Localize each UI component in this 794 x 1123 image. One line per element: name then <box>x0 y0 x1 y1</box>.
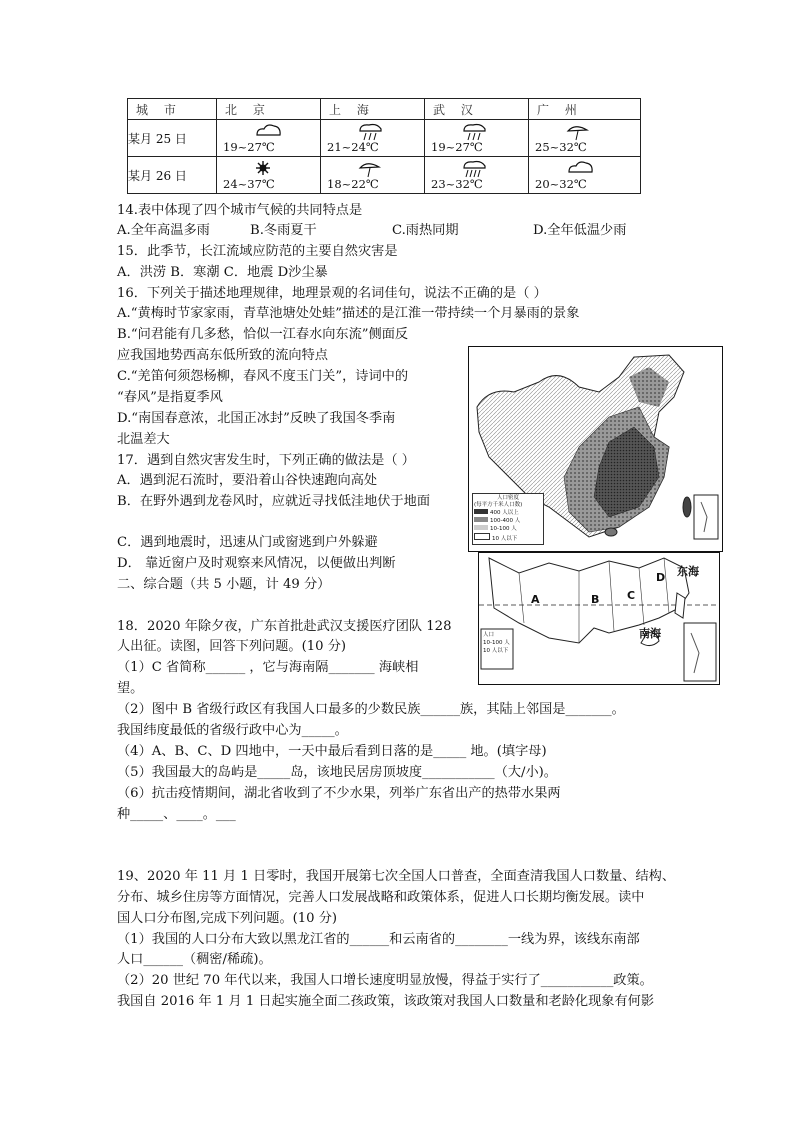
weather-cell <box>425 120 529 157</box>
weather-cell <box>529 120 641 157</box>
q16-option-d-cont: 北温差大 <box>117 432 170 447</box>
legend-item: 10-100 人 <box>474 525 542 533</box>
temperature-range: 21~24℃ <box>327 140 379 154</box>
temperature-range: 23~32℃ <box>431 177 483 191</box>
table-header-cell: 广 州 <box>529 99 641 120</box>
q18-part1-cont: 望。 <box>117 681 144 696</box>
q15-stem: 15．此季节，长江流域应防范的主要自然灾害是 <box>117 244 398 259</box>
q18-part2: （2）图中 B 省级行政区有我国人口最多的少数民族______族，其陆上邻国是_______。 <box>117 702 625 717</box>
q17-option-b: B．在野外遇到龙卷风时，应就近寻找低洼地伏于地面 <box>117 494 431 509</box>
q15-options: A．洪涝 B．寒潮 C．地震 D沙尘暴 <box>117 265 328 280</box>
q16-option-a: A.“黄梅时节家家雨，青草池塘处处蛙”描述的是江淮一带持续一个月暴雨的景象 <box>117 306 580 321</box>
q18-part3: 我国纬度最低的省级行政中心为_____。 <box>117 723 348 738</box>
legend-title: 人口密度 <box>496 495 519 501</box>
temperature-range: 24~37℃ <box>223 177 275 191</box>
region-label-b: B <box>591 593 600 606</box>
cloudy-icon <box>253 122 283 138</box>
weather-cell <box>529 157 641 194</box>
legend-item: 10-100 人 <box>483 640 510 646</box>
legend-item: 10 人以下 <box>474 533 542 543</box>
temperature-range: 18~22℃ <box>327 177 379 191</box>
q16-option-b: B.“问君能有几多愁，恰似一江春水向东流”侧面反 <box>117 327 409 342</box>
weather-cell <box>321 120 425 157</box>
region-label-a: A <box>531 593 540 606</box>
q14-option-c: C.雨热同期 <box>392 223 459 238</box>
q16-stem: 16．下列关于描述地理规律，地理景观的名词佳句，说法不正确的是（ ） <box>117 286 547 301</box>
q14-option-d: D.全年低温少雨 <box>533 223 627 238</box>
weather-cell <box>217 157 321 194</box>
map2-legend <box>483 631 510 655</box>
row-label: 某月 26 日 <box>128 157 217 194</box>
sea-label-south: 南海 <box>639 627 661 640</box>
q17-stem: 17．遇到自然灾害发生时，下列正确的做法是（ ） <box>117 453 415 468</box>
cloudy-icon <box>565 159 595 175</box>
q17-option-d: D． 靠近窗户及时观察来风情况，以便做出判断 <box>117 556 396 571</box>
q18-part6: （6）抗击疫情期间，湖北省收到了不少水果，列举广东省出产的热带水果两 <box>117 786 561 801</box>
q18-part6-cont: 种_____、____。___ <box>117 807 236 822</box>
table-header-cell: 北 京 <box>217 99 321 120</box>
q19-stem-1: 19、2020 年 11 月 1 日零时，我国开展第七次全国人口普查，全面查清我国人口数量、结构、 <box>117 869 676 884</box>
legend-item: 10 人以下 <box>483 648 509 654</box>
weather-cell <box>217 120 321 157</box>
q14-option-b: B.冬雨夏干 <box>250 223 317 238</box>
table-header-cell: 上 海 <box>321 99 425 120</box>
temperature-range: 25~32℃ <box>535 140 587 154</box>
temperature-range: 20~32℃ <box>535 177 587 191</box>
q17-option-c: C．遇到地震时，迅速从门或窗逃到户外躲避 <box>117 535 378 550</box>
temperature-range: 19~27℃ <box>431 140 483 154</box>
q19-part1-cont: 人口______（稠密/稀疏)。 <box>117 952 272 967</box>
sea-label-east: 东海 <box>677 565 699 578</box>
q18-part5: （5）我国最大的岛屿是_____岛，该地民居房顶坡度___________（大/小)。 <box>117 765 557 780</box>
weather-table <box>127 98 641 194</box>
sun-icon <box>253 159 283 179</box>
section-heading: 二、综合题（共 5 小题，计 49 分） <box>117 577 331 592</box>
temperature-range: 19~27℃ <box>223 140 275 154</box>
weather-cell <box>321 157 425 194</box>
q19-part2: （2）20 世纪 70 年代以来，我国人口增长速度明显放慢，得益于实行了___________政策。 <box>117 973 653 988</box>
legend-item: 400 人以上 <box>474 509 542 517</box>
q17-option-a: A．遇到泥石流时，要沿着山谷快速跑向高处 <box>117 473 378 488</box>
q18-part4: （4）A、B、C、D 四地中，一天中最后看到日落的是_____ 地。(填字母) <box>117 744 547 759</box>
legend-unit: (每平方千米人口数) <box>474 502 523 508</box>
q19-part1: （1）我国的人口分布大致以黑龙江省的______和云南省的________一线为界，该线东南部 <box>117 932 640 947</box>
table-row <box>128 120 641 157</box>
weather-cell <box>425 157 529 194</box>
q19-stem-3: 国人口分布图,完成下列问题。(10 分) <box>117 911 338 926</box>
q14-option-a: A.全年高温多雨 <box>117 223 210 238</box>
q18-stem: 18．2020 年除夕夜，广东首批赴武汉支援医疗团队 128 <box>117 619 452 634</box>
region-label-d: D <box>656 571 666 584</box>
table-row <box>128 157 641 194</box>
south-china-map <box>478 552 720 685</box>
table-header-cell: 武 汉 <box>425 99 529 120</box>
q16-option-c-cont: “春风”是指夏季风 <box>117 390 223 405</box>
q14-stem: 14.表中体现了四个城市气候的共同特点是 <box>117 203 363 218</box>
q19-part2-cont: 我国自 2016 年 1 月 1 日起实施全面二孩政策，该政策对我国人口数量和老龄化现象有何影 <box>117 994 655 1009</box>
legend-item: 人口 <box>483 632 495 638</box>
q16-option-d: D.“南国春意浓，北国正冰封”反映了我国冬季南 <box>117 411 396 426</box>
row-label: 某月 25 日 <box>128 120 217 157</box>
q18-stem-cont: 人出征。读图，回答下列问题。(10 分) <box>117 639 347 654</box>
q19-stem-2: 分布、城乡住房等方面情况，完善人口发展战略和政策体系，促进人口长期均衡发展。读中 <box>117 890 645 905</box>
table-header-cell: 城 市 <box>128 99 217 120</box>
q16-option-c: C.“羌笛何须怨杨柳，春风不度玉门关”，诗词中的 <box>117 369 409 384</box>
q16-option-b-cont: 应我国地势西高东低所致的流向特点 <box>117 348 328 363</box>
legend-item: 100-400 人 <box>474 517 542 525</box>
q18-part1: （1）C 省简称______ ，它与海南隔_______ 海峡相 <box>117 660 419 675</box>
region-label-c: C <box>627 589 636 602</box>
map-legend <box>472 493 544 545</box>
china-population-map <box>468 346 723 552</box>
